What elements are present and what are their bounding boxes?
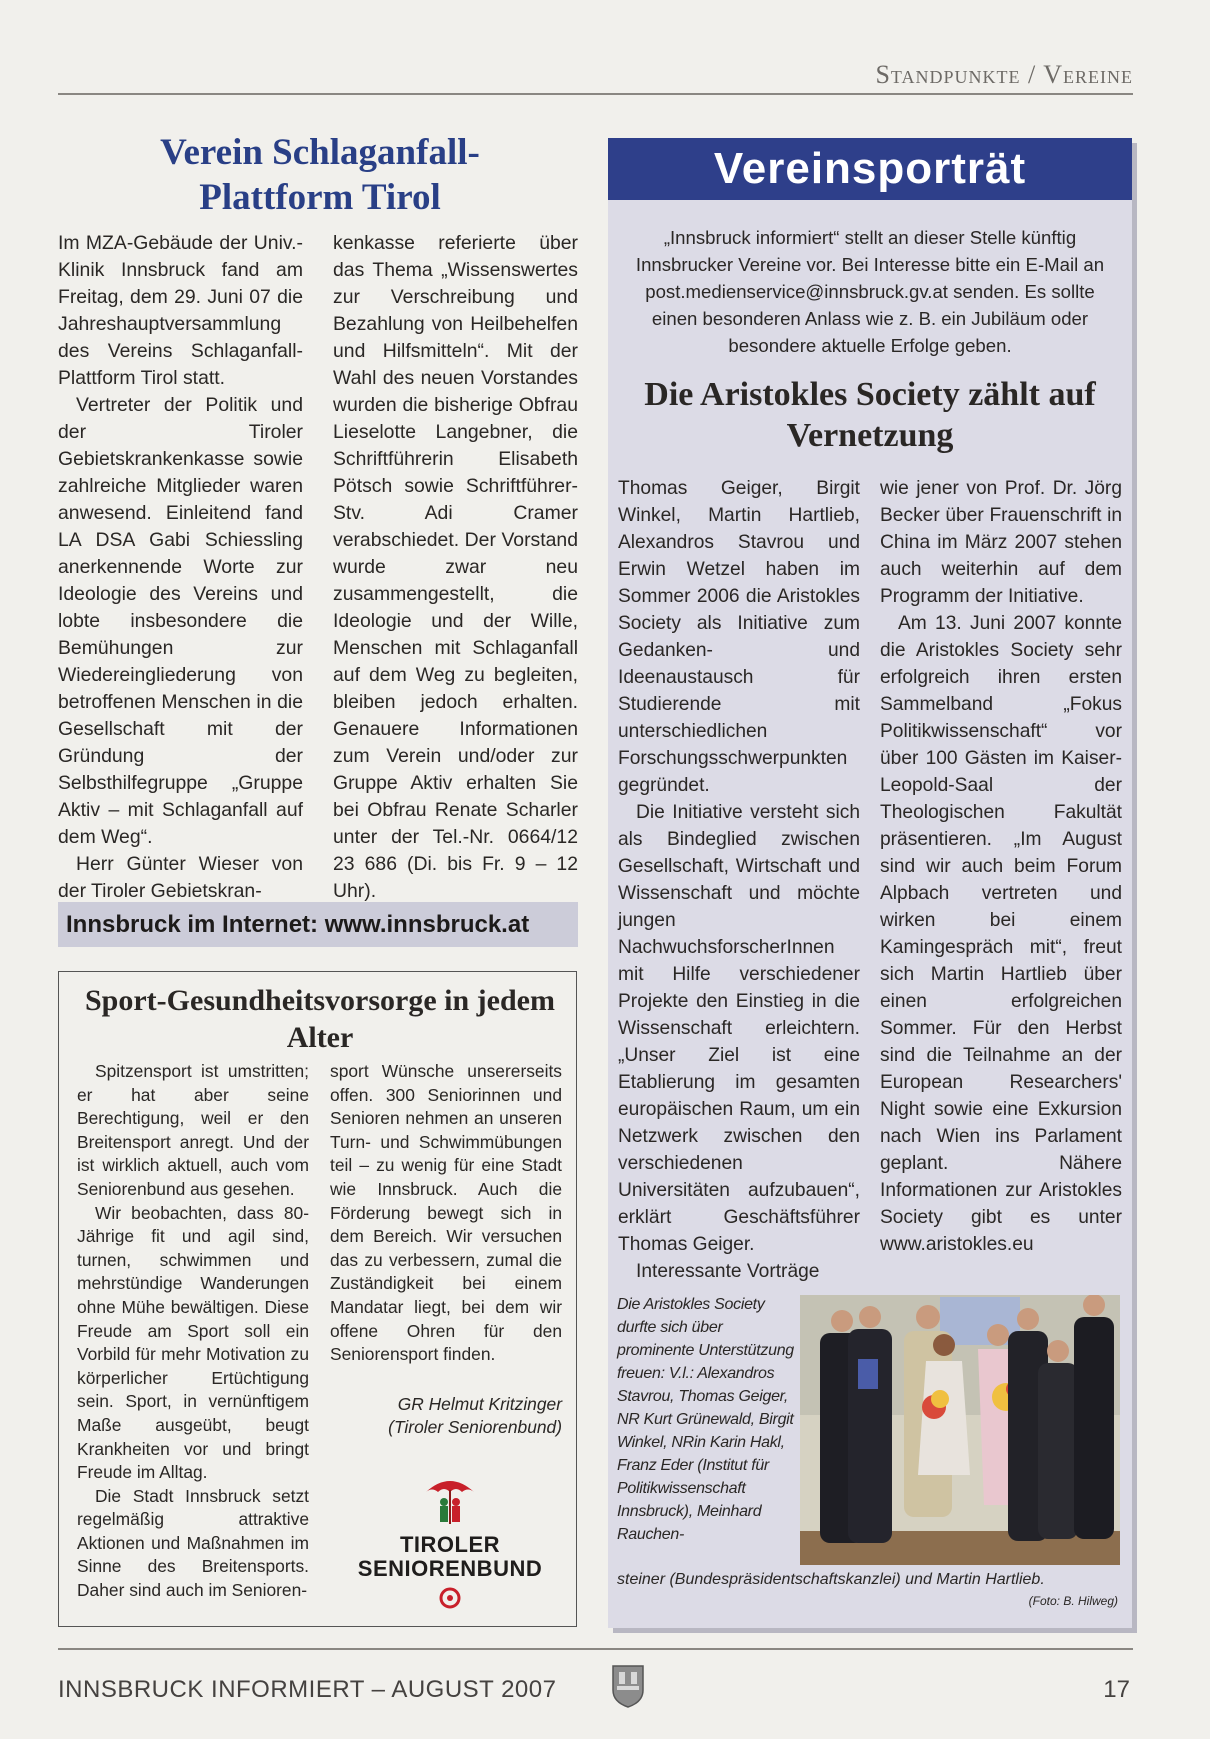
paragraph: Im MZA-Gebäude der Univ.-Klinik Innsbruck fand am Freitag, dem 29. Juni 07 die Jahreshauptversammlung des Vereins Schlaganfall-Plattform Tirol statt. xyxy=(58,232,303,389)
umbrella-icon xyxy=(420,1470,480,1528)
header-rule xyxy=(58,93,1133,95)
author-organisation: (Tiroler Seniorenbund) xyxy=(388,1417,562,1438)
article2-author xyxy=(330,1393,562,1440)
photo-credit: (Foto: B. Hilweg) xyxy=(1028,1594,1118,1608)
paragraph: Die Stadt Innsbruck setzt regelmäßig attraktive Aktionen und Maßnahmen im Sinne des Breitensports. Daher sind auch im Senioren- xyxy=(77,1485,309,1601)
photo-caption-tail: steiner (Bundespräsidentschaftskanzlei) und Martin Hartlieb. xyxy=(617,1571,1045,1588)
section-header: Standpunkte / Vereine xyxy=(875,60,1133,89)
paragraph: sport Wünsche unsererseits offen. 300 Seniorinnen und Senioren nehmen an unseren Turn- und Schwimmübungen teil – zu wenig für eine Stadt wie Innsbruck. Auch die Förderung bewegt sich in dem Bereich. Wir versuchen das zu verbessern, zumal die Zuständigkeit bei einem Mandatar liegt, bei dem wir offene Ohren für den Seniorensport finden. xyxy=(330,1061,562,1365)
article1-column-2 xyxy=(333,230,578,905)
paragraph: Die Initiative versteht sich als Bindeglied zwischen Gesellschaft, Wirtschaft und Wissenschaft und möchte jungen NachwuchsforscherInnen mit Hilfe verschiedener Projekte den Einstieg in die Wissenschaft erleichtern. „Unser Ziel ist eine Etablierung im gesamten europäischen Raum, um ein Netzwerk zwischen den verschiedenen Universitäten aufzubauen“, erklärt Geschäftsführer Thomas Geiger. xyxy=(618,802,860,1255)
logo-line-1: TIROLER xyxy=(399,1532,501,1557)
article3-title: Die Aristokles Society zählt auf Vernetzung xyxy=(644,376,1096,455)
article1-body xyxy=(58,230,578,905)
badge-icon xyxy=(439,1587,461,1609)
logo-line-2: SENIORENBUND xyxy=(357,1556,543,1581)
photo-caption: Die Aristokles Society durfte sich über prominente Unterstützung freuen: V.l.: Alexandros Stavrou, Thomas Geiger, NR Kurt Grünewald, Birgit Winkel, NRin Karin Hakl, Franz Eder (Institut für Politikwissenschaft Innsbruck), Meinhard Rauchen- xyxy=(617,1296,794,1543)
seniorenbund-logo xyxy=(340,1470,560,1620)
city-coat-of-arms-icon xyxy=(611,1662,645,1708)
footer-publication: INNSBRUCK INFORMIERT – AUGUST 2007 xyxy=(58,1676,557,1703)
paragraph: wie jener von Prof. Dr. Jörg Becker über Frauenschrift in China im März 2007 stehen auch weiterhin auf dem Programm der Initiative. xyxy=(880,478,1122,607)
page-number: 17 xyxy=(1103,1676,1130,1703)
paragraph: Herr Günter Wieser von der Tiroler Gebietskran- xyxy=(58,853,303,902)
paragraph: Thomas Geiger, Birgit Winkel, Martin Hartlieb, Alexandros Stavrou und Erwin Wetzel haben im Sommer 2006 die Aristokles Society als Initiative zum Gedanken- und Ideenaustausch für Studierende mit unterschiedlichen Forschungsschwerpunkten gegründet. xyxy=(618,478,860,796)
article2-title: Sport-Gesundheitsvorsorge in jedem Alter xyxy=(85,984,555,1054)
paragraph: Interessante Vorträge xyxy=(636,1261,820,1282)
article3-body xyxy=(618,475,1122,1285)
article3-column-2 xyxy=(880,475,1122,1285)
portrait-header: Vereinsporträt xyxy=(608,138,1132,200)
person-figure xyxy=(1038,1340,1078,1539)
internet-banner: Innsbruck im Internet: www.innsbruck.at xyxy=(58,902,578,947)
person-figure xyxy=(848,1306,892,1543)
author-name: GR Helmut Kritzinger xyxy=(397,1393,562,1414)
article1-column-1 xyxy=(58,230,303,905)
article2-column-1 xyxy=(77,1060,309,1603)
portrait-intro: „Innsbruck informiert“ stellt an dieser Stelle künftig Innsbrucker Vereine vor. Bei Interesse bitte ein E-Mail an post.medienservice@innsbruck.gv.at senden. Es sollte einen besonderen Anlass wie z. B. ein Jubiläum oder besondere aktuelle Erfolge geben. xyxy=(635,227,1105,356)
footer-rule xyxy=(58,1648,1133,1650)
article1-title: Verein Schlaganfall-Plattform Tirol xyxy=(160,132,480,219)
paragraph: Spitzensport ist umstritten; er hat aber seine Berechtigung, weil er den Breitensport anregt. Und der ist wirklich aktuell, auch vom Seniorenbund aus gesehen. xyxy=(77,1061,309,1199)
person-figure xyxy=(1074,1295,1114,1539)
paragraph: Am 13. Juni 2007 konnte die Aristokles Society sehr erfolgreich ihren ersten Sammelband „Fokus Politikwissenschaft“ vor über 100 Gästen im Kaiser-Leopold-Saal der Theologischen Fakultät präsentieren. „Im August sind wir auch beim Forum Alpbach vertreten und wirken bei einem Kamingespräch mit“, freut sich Martin Hartlieb über einen erfolgreichen Sommer. Für den Herbst sind die Teilnahme an der European Researchers' Night sowie eine Exkursion nach Wien ins Parlament geplant. Nähere Informationen zur Aristokles Society gibt es unter www.aristokles.eu xyxy=(880,613,1122,1255)
group-photo xyxy=(800,1295,1120,1565)
paragraph: kenkasse referierte über das Thema „Wissenswertes zur Verschreibung und Bezahlung von Heilbehelfen und Hilfsmitteln“. Mit der Wahl des neuen Vorstandes wurden die bisherige Obfrau Lieselotte Langebner, die Schriftführerin Elisabeth Pötsch sowie Schriftführer-Stv. Adi Cramer verabschiedet. Der Vorstand wurde zwar neu zusammengestellt, die Ideologie und der Wille, Menschen mit Schlaganfall auf dem Weg zu begleiten, bleiben jedoch erhalten. Genauere Informationen zum Verein und/oder zur Gruppe Aktiv erhalten Sie bei Obfrau Renate Scharler unter der Tel.-Nr. 0664/12 23 686 (Di. bis Fr. 9 – 12 Uhr). xyxy=(333,232,578,902)
paragraph: Vertreter der Politik und der Tiroler Gebietskrankenkasse sowie zahlreiche Mitglieder waren anwesend. Einleitend fand LA DSA Gabi Schiessling anerkennende Worte zur Ideologie des Vereins und lobte insbesondere die Bemühungen zur Wiedereingliederung von betroffenen Menschen in die Gesellschaft mit der Gründung der Selbsthilfegruppe „Gruppe Aktiv – mit Schlaganfall auf dem Weg“. xyxy=(58,394,303,848)
article3-column-1 xyxy=(618,475,860,1285)
paragraph: Wir beobachten, dass 80-Jährige fit und agil sind, turnen, schwimmen und mehrstündige Wanderungen ohne Mühe bewältigen. Diese Freude am Sport soll ein Vorbild für mehr Motivation zu körperlicher Ertüchtigung sein. Sport, in vernünftigem Maße ausgeübt, beugt Krankheiten vor und bringt Freude im Alltag. xyxy=(77,1202,309,1483)
